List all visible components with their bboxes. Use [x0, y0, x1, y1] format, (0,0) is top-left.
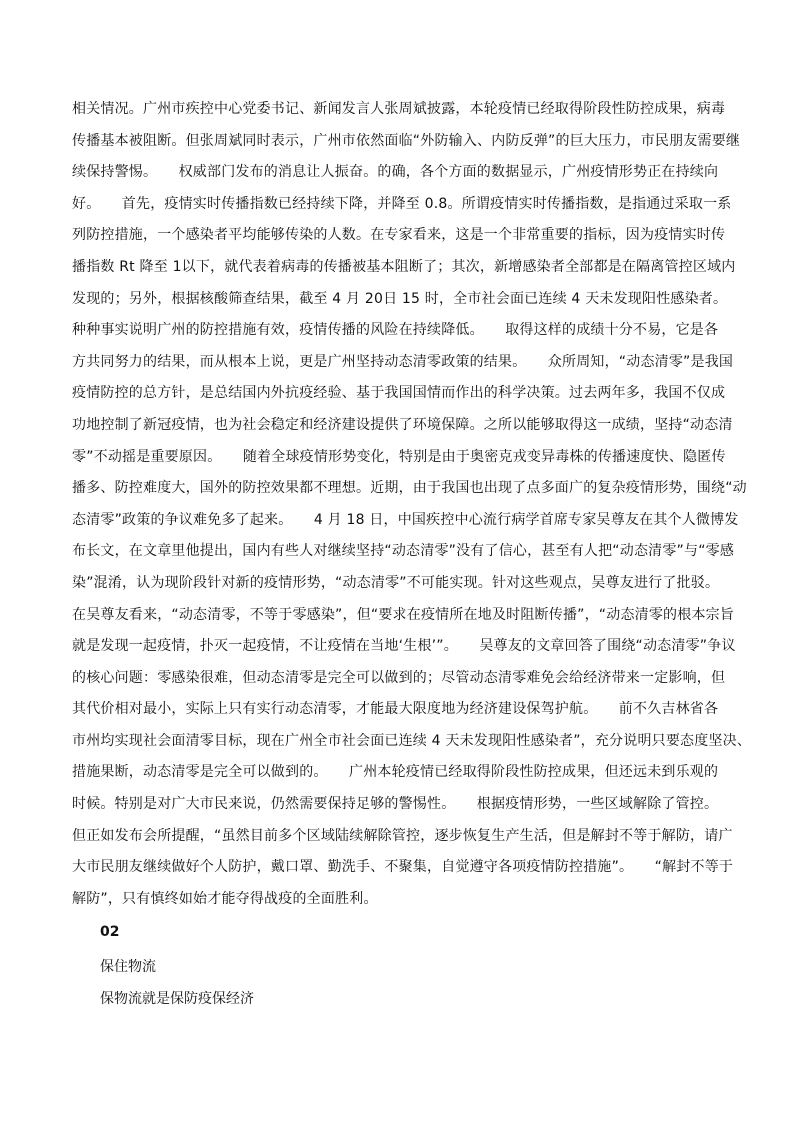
article-line: 市州均实现社会面清零目标，现在广州全市社会面已连续 4 天未发现阳性感染者”，充分说明只要态度坚决、	[72, 732, 752, 749]
article-line: 零”不动摇是重要原因。 随着全球疫情形势变化，特别是由于奥密克戎变异毒株的传播速度快、隐匿传	[72, 448, 726, 465]
article-line: 好。 首先，疫情实时传播指数已经持续下降，并降至 0.8。所谓疫情实时传播指数，是指通过采取一系	[72, 195, 732, 212]
article-line: 大市民朋友继续做好个人防护，戴口罩、勤洗手、不聚集，自觉遵守各项疫情防控措施”。 “解封不等于	[72, 859, 734, 876]
article-line: 播指数 Rt 降至 1以下，就代表着病毒的传播被基本阻断了；其次，新增感染者全部都是在隔离管控区域内	[72, 258, 736, 275]
article-body	[72, 94, 752, 915]
article-line: 态清零”政策的争议难免多了起来。 4 月 18 日，中国疾控中心流行病学首席专家吴尊友在其个人微博发	[72, 511, 739, 528]
article-line: 播多、防控难度大，国外的防控效果都不理想。近期，由于我国也出现了点多面广的复杂疫情形势，围绕“动	[72, 480, 747, 497]
article-line: 的核心问题：零感染很难，但动态清零是完全可以做到的；尽管动态清零难免会给经济带来一定影响，但	[72, 669, 726, 686]
article-line: 列防控措施，一个感染者平均能够传染的人数。在专家看来，这是一个非常重要的指标，因为疫情实时传	[72, 227, 726, 244]
article-line: 传播基本被阻断。但张周斌同时表示，广州市依然面临“外防输入、内防反弹”的巨大压力，市民朋友需要继	[72, 132, 741, 149]
article-line: 功地控制了新冠疫情，也为社会稳定和经济建设提供了环境保障。之所以能够取得这一成绩，坚持“动态清	[72, 416, 733, 433]
article-line: 染”混淆，认为现阶段针对新的疫情形势，“动态清零”不可能实现。针对这些观点，吴尊友进行了批驳。	[72, 574, 720, 591]
article-line: 布长文，在文章里他提出，国内有些人对继续坚持“动态清零”没有了信心，甚至有人把“动态清零”与“零感	[72, 543, 735, 560]
section-number: 02	[100, 924, 120, 940]
article-line: 但正如发布会所提醒，“虽然目前多个区域陆续解除管控，逐步恢复生产生活，但是解封不等于解防，请广	[72, 827, 733, 844]
article-line: 续保持警惕。 权威部门发布的消息让人振奋。的确，各个方面的数据显示，广州疫情形势正在持续向	[72, 164, 719, 181]
article-line: 发现的；另外，根据核酸筛查结果，截至 4 月 20日 15 时，全市社会面已连续 4 天未发现阳性感染者。	[72, 290, 728, 307]
article-line: 其代价相对最小，实际上只有实行动态清零，才能最大限度地为经济建设保驾护航。 前不久吉林省各	[72, 701, 719, 718]
article-line: 相关情况。广州市疾控中心党委书记、新闻发言人张周斌披露，本轮疫情已经取得阶段性防控成果，病毒	[72, 101, 726, 117]
article-line: 方共同努力的结果，而从根本上说，更是广州坚持动态清零政策的结果。 众所周知，“动态清零”是我国	[72, 353, 734, 370]
article-line: 解防”，只有慎终如始才能夺得战疫的全面胜利。	[72, 890, 378, 907]
section-title: 保住物流	[100, 959, 156, 975]
article-line: 疫情防控的总方针，是总结国内外抗疫经验、基于我国国情而作出的科学决策。过去两年多，我国不仅成	[72, 385, 726, 402]
article-line: 在吴尊友看来，“动态清零，不等于零感染”，但“要求在疫情所在地及时阻断传播”，“动态清零的根本宗旨	[72, 606, 735, 623]
article-line: 种种事实说明广州的防控措施有效，疫情传播的风险在持续降低。 取得这样的成绩十分不易，它是各	[72, 322, 719, 339]
article-line: 措施果断，动态清零是完全可以做到的。 广州本轮疫情已经取得阶段性防控成果，但还远未到乐观的	[72, 764, 719, 781]
section-subtitle: 保物流就是保防疫保经济	[100, 991, 254, 1007]
article-line: 时候。特别是对广大市民来说，仍然需要保持足够的警惕性。 根据疫情形势，一些区域解除了管控。	[72, 796, 719, 813]
article-line: 就是发现一起疫情，扑灭一起疫情，不让疫情在当地‘生根’”。 吴尊友的文章回答了围绕“动态清零”争议	[72, 638, 736, 655]
